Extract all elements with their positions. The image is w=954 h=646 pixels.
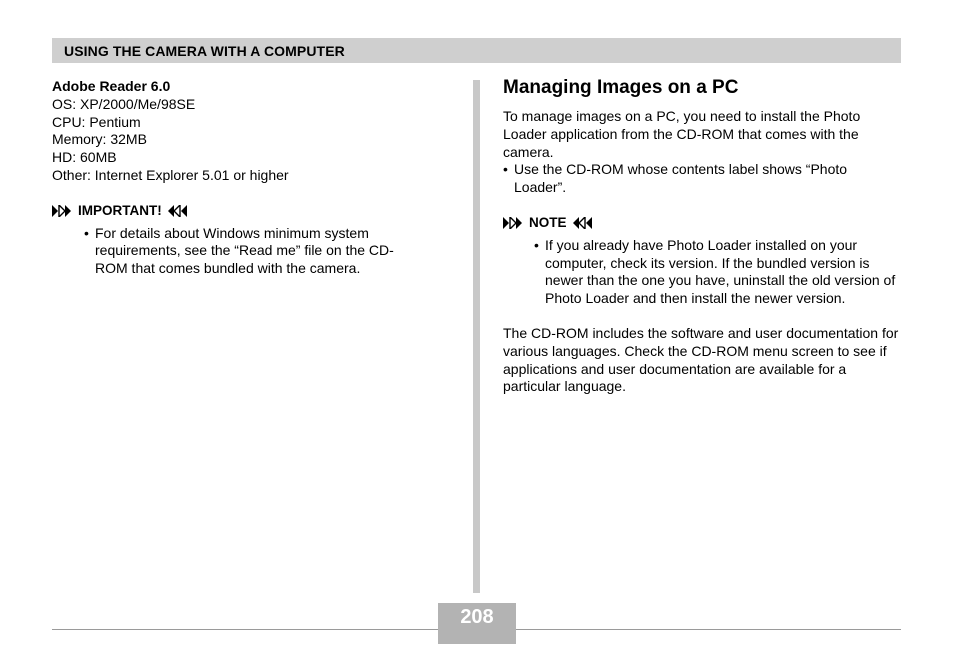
- closing-paragraph: The CD-ROM includes the software and user documentation for various languages. Check the CD-ROM menu screen to see if applications and user documentation are available for a particular language.: [503, 324, 899, 395]
- page-number: 208: [460, 606, 494, 628]
- important-list: [84, 225, 424, 278]
- intro-paragraph: To manage images on a PC, you need to install the Photo Loader application from the CD-ROM that comes with the camera.: [503, 108, 861, 160]
- list-item: [503, 161, 903, 197]
- requirement-line: CPU: Pentium: [52, 113, 141, 130]
- bullet-glyph: •: [503, 161, 508, 178]
- requirement-line: OS: XP/2000/Me/98SE: [52, 95, 196, 112]
- triple-arrow-right-icon: [503, 217, 523, 229]
- triple-arrow-left-icon: [573, 217, 593, 229]
- triple-arrow-left-icon: [168, 205, 188, 217]
- important-bullet-text: For details about Windows minimum system requirements, see the “Read me” file on the CD-ROM that comes bundled with the camera.: [95, 224, 394, 277]
- section-header-bar: [52, 38, 901, 63]
- section-title: Managing Images on a PC: [503, 77, 739, 98]
- requirements-heading: Adobe Reader 6.0: [52, 78, 171, 94]
- page-number-box: [438, 603, 516, 644]
- intro-list: [503, 161, 903, 197]
- left-column: [52, 78, 432, 278]
- requirement-line: HD: 60MB: [52, 149, 117, 166]
- list-item: [534, 237, 901, 308]
- note-list: [534, 237, 901, 308]
- important-heading: [52, 202, 432, 220]
- right-column: [503, 76, 903, 396]
- requirement-line: Other: Internet Explorer 5.01 or higher: [52, 166, 289, 183]
- requirements-block: [52, 78, 432, 185]
- note-heading: [503, 214, 903, 232]
- section-header-title: USING THE CAMERA WITH A COMPUTER: [64, 43, 345, 59]
- note-bullet-text: If you already have Photo Loader installed on your computer, check its version. If the bundled version is newer than the one you have, uninstall the old version of Photo Loader and then install the newer version.: [545, 236, 896, 307]
- bullet-glyph: •: [534, 236, 539, 253]
- important-label: IMPORTANT!: [78, 202, 162, 218]
- note-label: NOTE: [529, 214, 567, 230]
- bullet-glyph: •: [84, 224, 89, 241]
- column-divider: [473, 80, 480, 593]
- list-item: [84, 225, 424, 278]
- requirement-line: Memory: 32MB: [52, 131, 147, 148]
- intro-bullet-text: Use the CD-ROM whose contents label shows “Photo Loader”.: [514, 161, 848, 196]
- triple-arrow-right-icon: [52, 205, 72, 217]
